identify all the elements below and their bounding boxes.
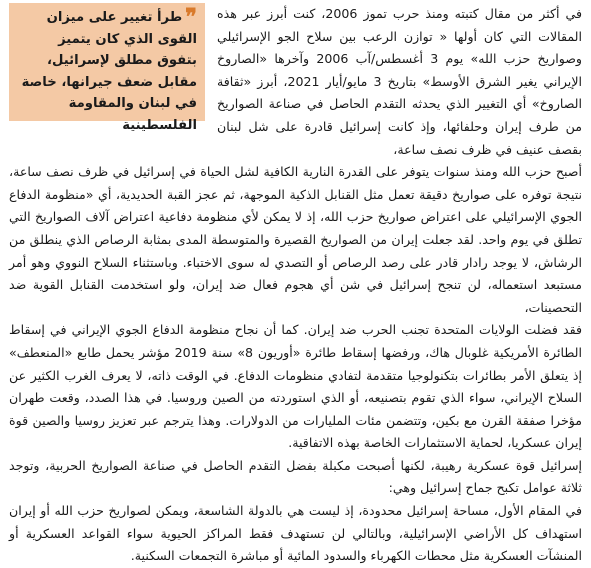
pull-quote-box bbox=[9, 3, 205, 133]
pull-quote-text: طرأ تغيير على ميزان القوى الذي كان يتميز بتفوق مطلق لإسرائيل، مقابل ضعف جيرانها، خاصة في لبنان والمقاومة الفلسطينية bbox=[21, 10, 197, 133]
quote-mark-icon: ❞ bbox=[185, 4, 197, 30]
article-paragraph-5: في المقام الأول، مساحة إسرائيل محدودة، إذ ليست هي بالدولة الشاسعة، ويمكن لصواريخ حزب الله أو إيران استهداف كل الأراضي الإسرائيلية، وبالتالي لن تستهدف فقط المراكز الحيوية سواء القواعد العسكرية أو المنشآت العسكرية مثل محطات الكهرباء والسدود المائية أو مباشرة التجمعات السكنية. bbox=[9, 503, 582, 564]
article-paragraph-2: أصبح حزب الله ومنذ سنوات يتوفر على القدرة النارية الكافية لشل الحياة في إسرائيل في ظرف نصف ساعة، نتيجة توفره على صواريخ دقيقة تعمل مثل القنابل الذكية الموجهة، ثم عجز القبة الحديدية، أي «منظومة الدفاع الجوي الإسرائيلي على اعتراض صواريخ حزب الله، إذ لا يمكن لأي منظومة دفاعية اعتراض آلاف الصواريخ التي تطلق في يوم واحد. لقد جعلت إيران من الصواريخ القصيرة والمتوسطة المدى بمثابة الرصاص الذي ينطلق من الرشاش، لا يوجد رادار قادر على رصد الرصاص أو التصدي له سوى الاختباء. وباستثناء السلاح النووي وهو أمر مستبعد استعماله، لن تنجح إسرائيل في شن أي هجوم فعال ضد إيران، ولو استخدمت القنابل القوية ضد التحصينات، bbox=[9, 164, 582, 315]
article-paragraph-1: في أكثر من مقال كتبته ومنذ حرب تموز 2006، كنت أبرز عبر هذه المقالات التي كان أولها « توازن الرعب بين سلاح الجو الإسرائيلي وصواريخ حزب الله» يوم 3 أغسطس/آب 2006 وآخرها «الصاروخ الإيراني يغير الشرق الأوسط» بتاريخ 3 مايو/أيار 2021، أبرز «ثقافة الصاروخ» أي التغيير الذي يحدثه التقدم الحاصل في صناعة الصواريخ من طرف إيران وحلفائها، وإذ كانت إسرائيل قادرة على شل لبنان بقصف عنيف في ظرف نصف ساعة، bbox=[217, 6, 583, 157]
article-paragraph-3: فقد فضلت الولايات المتحدة تجنب الحرب ضد إيران. كما أن نجاح منظومة الدفاع الجوي الإيراني في إسقاط الطائرة الأمريكية غلوبال هاك، ورفضها إسقاط طائرة «أوريون 8» سنة 2019 مؤشر يحمل طابع «المنعطف» إذ يتعلق الأمر بطائرات بتكنولوجيا متقدمة لتفادي منظومات الدفاع. في الوقت ذاته، لا يعرف الغرب الكثير عن السلاح الإيراني، سواء الذي تقوم بتصنيعه، أو الذي استوردته من الصين وروسيا. في هذا الصدد، وقعت طهران مؤخرا صفقة القرن مع بكين، وتتضمن مئات المليارات من الدولارات. وهذا يترجم عبر تعزيز روسيا والصين قوة إيران عسكريا، لحماية الاستثمارات الخاصة بهذه الاتفاقية. bbox=[9, 322, 582, 451]
article-paragraph-4: إسرائيل قوة عسكرية رهيبة، لكنها أصبحت مكبلة بفضل التقدم الحاصل في صناعة الصواريخ الحربية، وتوجد ثلاثة عوامل تكبح جماح إسرائيل وهي: bbox=[9, 457, 582, 496]
